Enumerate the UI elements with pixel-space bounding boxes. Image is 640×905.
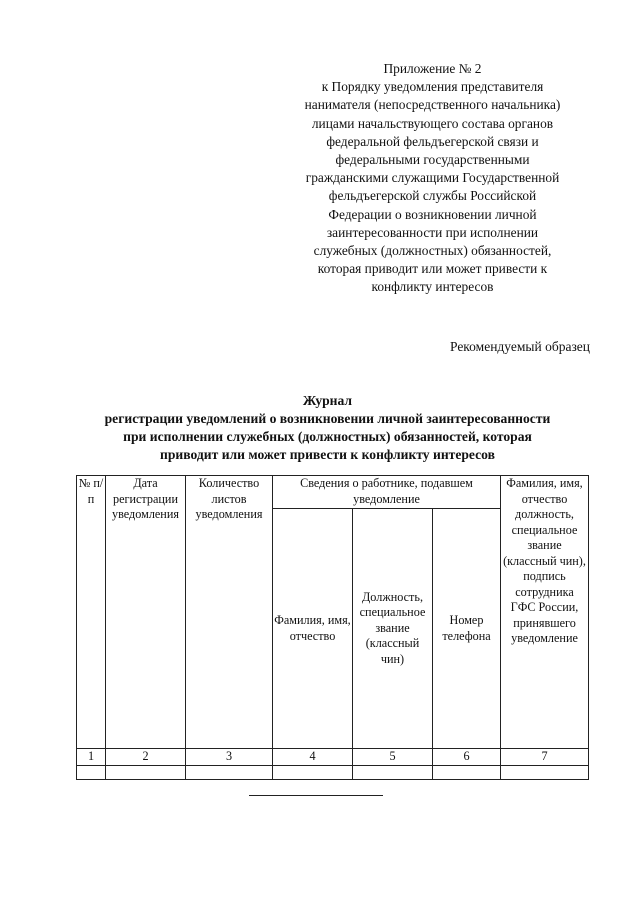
empty-cell (501, 765, 589, 779)
empty-cell (77, 765, 106, 779)
header-phone: Номер телефона (433, 509, 501, 749)
header-employee-group: Сведения о работнике, подавшем уведомление (273, 476, 501, 509)
appendix-line: нанимателя (непосредственного начальника) (304, 97, 561, 113)
journal-heading (70, 392, 585, 464)
header-position: Должность, специальное звание (классный чин) (353, 509, 433, 749)
journal-title: Журнал (302, 393, 353, 408)
empty-cell (273, 765, 353, 779)
header-sheets: Количество листов уведомления (186, 476, 273, 749)
header-num: № п/п (77, 476, 106, 749)
journal-subtitle-line: приводит или может привести к конфликту интересов (160, 447, 495, 462)
empty-cell (186, 765, 273, 779)
column-number: 1 (77, 749, 106, 766)
appendix-line: к Порядку уведомления представителя (321, 79, 544, 95)
column-number: 3 (186, 749, 273, 766)
appendix-line: гражданскими служащими Государственной (305, 170, 560, 186)
numbering-row (77, 749, 589, 766)
appendix-line: федеральными государственными (335, 152, 530, 168)
empty-cell (106, 765, 186, 779)
journal-subtitle-line: регистрации уведомлений о возникновении личной заинтересованности (104, 411, 551, 426)
empty-row (77, 765, 589, 779)
header-date: Дата регистрации уведомления (106, 476, 186, 749)
column-number: 5 (353, 749, 433, 766)
sample-label: Рекомендуемый образец (449, 339, 590, 354)
column-number: 6 (433, 749, 501, 766)
appendix-block (270, 60, 595, 297)
header-name: Фамилия, имя, отчество (273, 509, 353, 749)
column-number: 2 (106, 749, 186, 766)
appendix-line: служебных (должностных) обязанностей, (313, 243, 552, 259)
appendix-line: фельдъегерской службы Российской (328, 188, 537, 204)
registration-table (76, 475, 589, 780)
appendix-line: конфликту интересов (371, 279, 494, 295)
journal-subtitle-line: при исполнении служебных (должностных) обязанностей, которая (123, 429, 532, 444)
appendix-line: которая приводит или может привести к (317, 261, 548, 277)
appendix-line: заинтересованности при исполнении (326, 224, 539, 240)
empty-cell (353, 765, 433, 779)
column-number: 7 (501, 749, 589, 766)
appendix-line: Приложение № 2 (383, 61, 482, 76)
appendix-line: Федерации о возникновении личной (328, 206, 537, 222)
empty-cell (433, 765, 501, 779)
appendix-line: лицами начальствующего состава органов (311, 115, 554, 131)
column-number: 4 (273, 749, 353, 766)
closing-rule (249, 795, 383, 796)
header-receiver: Фамилия, имя, отчество должность, специальное звание (классный чин), подпись сотрудника ГФС России, принявшего уведомление (501, 476, 589, 749)
appendix-line: федеральной фельдъегерской связи и (326, 133, 539, 149)
